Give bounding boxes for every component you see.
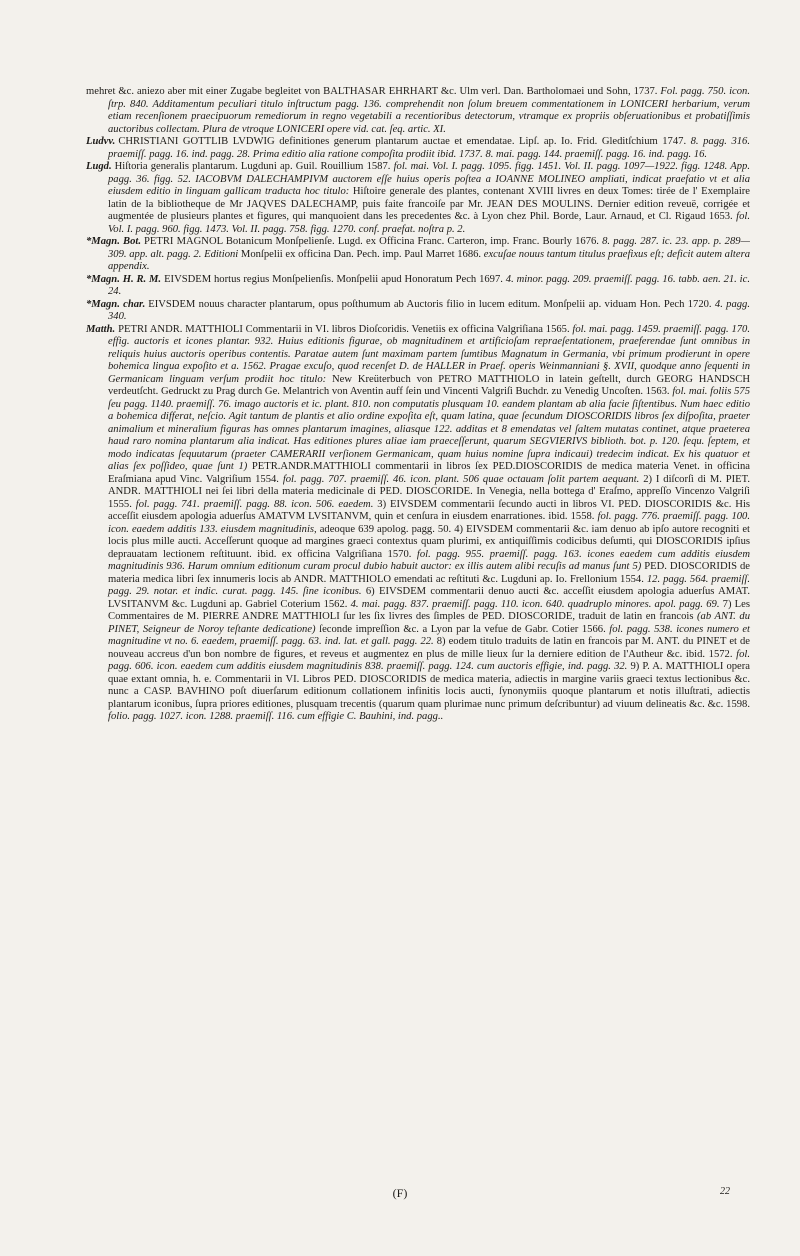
entry-text: Hiſtoria generalis plantarum. Lugduni ap. Guil. Rouillium 1587. (114, 161, 394, 172)
entry-note: fol. Vol. I. pagg. 960. figg. 1473. Vol. II. pagg. 758. figg. 1270. conf. praefat. noſtra p. 2. (108, 211, 750, 235)
entry-tag: *Magn. H. R. M. (86, 273, 162, 285)
entry-note: folio. pagg. 1027. icon. 1288. praemiſſ. 116. cum effigie C. Bauhini, ind. pagg.. (108, 711, 444, 722)
entry-body (86, 136, 750, 161)
entry-note: fol. pagg. 538. icones numero et magnitudine vt no. 6. eaedem, praemiſſ. pagg. 63. ind. lat. et gall. pagg. 22. (108, 623, 750, 647)
entry-tag: *Magn. char. (86, 298, 146, 310)
entry-text: PED. DIOSCORIDIS de materia medica libri ſex innumeris locis ab ANDR. MATTHIOLO emendati ac reſtituti &c. Lugduni ap. Io. Frellonium 1554. (108, 561, 750, 585)
entry-text: Monſpelii ex officina Dan. Pech. imp. Paul Marret 1686. (240, 248, 484, 260)
entry-body (86, 161, 751, 236)
entry-text: 9) P. A. MATTHIOLI opera quae extant omnia, h. e. Commentarii in VI. Libros PED. DIOSCORIDIS de medica materia, adiectis in margine variis graeci textus lectionibus &c. nunc a CASP. BAVHINO poſt diuerſarum editionum collationem infinitis locis aucti, ſynonymiis quoque plantarum et notis illuſtrati, adiectis plantarum iconibus, ſupra priores editiones, plusquam trecentis (quarum quam plurimae nunc primum deſcribuntur) ad viuum delineatis &c. &c. 1598. (108, 661, 750, 710)
entry-note: 4. pagg. 340. (108, 298, 751, 322)
entry-text: EIVSDEM nouus character plantarum, opus poſthumum ab Auctoris filio in lucem editum. Monſpelii ap. viduam Hon. Pech 1720. (148, 298, 715, 310)
catalogue-entry (86, 274, 750, 299)
catalogue-entry (86, 86, 750, 136)
entry-tag: Ludvv. (86, 136, 116, 147)
entry-note: excuſae nouus tantum titulus praefixus eſt; deficit autem altera appendix. (108, 248, 750, 272)
entry-text: 7) Les Commentaires de M. PIERRE ANDRE MATTHIOLI ſur les ſix livres des ſimples de PED. DIOSCORIDE, traduit de latin en francois (108, 598, 750, 622)
entry-note: 8. pagg. 287. ic. 23. app. p. 289—309. app. alt. pagg. 2. Editioni (108, 236, 750, 260)
entry-text: 2) I diſcorſi di M. PIET. ANDR. MATTHIOLI nei ſei libri della materia medicinale di PED. DIOSCORIDE. In Venegia, nella bottega d' Eraſmo, appreſſo Vincenzo Valgriſi 1555. (108, 473, 750, 510)
entry-text: PETRI MAGNOL Botanicum Monſpelienſe. Lugd. ex Officina Franc. Carteron, imp. Franc. Bourly 1676. (143, 236, 603, 247)
entry-note: fol. pagg. 955. praemiſſ. pagg. 163. icones eaedem cum additis eiusdem magnitudinis 936. Harum omnium editionum curam procul dubio habuit auctor: ex illis autem alibi recuſis ad manus ſunt 5) (108, 548, 750, 572)
entry-text: mehret &c. aniezo aber mit einer Zugabe begleitet von BALTHASAR EHRHART &c. Ulm verl. Dan. Bartholomaei und Sohn, 1737. (86, 86, 661, 97)
entry-body (86, 323, 751, 724)
catalogue-text (86, 86, 750, 724)
entry-note: 12. pagg. 564. praemiſſ. pagg. 29. notar. et indic. curat. pagg. 145. ſine iconibus. (108, 573, 750, 597)
entry-tag: Lugd. (86, 161, 112, 172)
entry-note: (ab ANT. du PINET, Seigneur de Noroy teſtante dedicatione) (108, 611, 750, 635)
catalogue-entry (86, 136, 750, 161)
entry-tag: *Magn. Bot. (86, 236, 141, 247)
entry-note: 8. pagg. 316. praemiſſ. pagg. 16. ind. pagg. 28. Prima editio alia ratione compoſita prodiit ibid. 1737. 8. mai. pagg. 144. praemiſſ. pagg. 16. ind. pagg. 16. (108, 136, 750, 160)
entry-text: 8) eodem titulo traduits de latin en francois par M. ANT. du PINET et de nouveau accreus d'un bon nombre de figures, et reveus et augmentez en plus de mille lieux ſur la derniere edition de l'Autheur &c. ibid. 1572. (108, 636, 750, 660)
catalogue-entry (86, 161, 750, 236)
entry-text: PETRI ANDR. MATTHIOLI Commentarii in VI. libros Dioſcoridis. Venetiis ex officina Valgriſiana 1565. (118, 323, 573, 335)
entry-tag: Matth. (86, 323, 116, 335)
entry-text: 6) EIVSDEM commentarii denuo aucti &c. acceſſit eiusdem apologia aduerſus AMAT. LVSITANVM &c. Lugduni ap. Gabriel Coterium 1562. (108, 586, 750, 610)
entry-note: Fol. pagg. 750. icon. ſtrp. 840. Additamentum peculiari titulo inſtructum pagg. 136. comprehendit non ſolum breuem commentationem in LONICERI herbarium, verum etiam recenſionem praecipuorum remediorum in regno vegetabili a recentioribus detectorum, vtramque ex propriis obſeruationibus et probatiſſimis auctoribus collectam. Plura de vtroque LONICERI opere vid. cat. ſeq. artic. XI. (108, 86, 750, 135)
entry-text: Hiſtoire generale des plantes, contenant XVIII livres en deux Tomes: tirée de l' Exemplaire latin de la bibliotheque de Mr JAQVES DALECHAMP, puis faite francoiſe par Mr. JEAN DES MOULINS. Dernier edition reveuë, corrigée et augmentée de plusieurs plantes et figures, qui manquoient dans les precedentes &c. à Lyon chez Phil. Borde, Laur. Arnaud, et Cl. Rigaud 1653. (108, 186, 751, 222)
entry-note: 4. minor. pagg. 209. praemiſſ. pagg. 16. tabb. aen. 21. ic. 24. (108, 273, 750, 297)
entry-body (86, 236, 750, 274)
entry-note: 4. mai. pagg. 837. praemiſſ. pagg. 110. icon. 640. quadruplo minores. apol. pagg. 69. (350, 598, 723, 610)
entry-note: fol. pagg. 776. praemiſſ. pagg. 100. icon. eaedem additis 133. eiusdem magnitudinis, (108, 511, 750, 535)
entry-note: fol. mai. Vol. I. pagg. 1095. figg. 1451. Vol. II. pagg. 1097—1922. figg. 1248. App. pagg. 36. figg. 52. IACOBVM DALECHAMPIVM auctorem eſſe huius operis poſtea a IOANNE MOLINEO ampliati, indicat praefatio vt et alia eiusdem editio in linguam gallicam traducta hoc titulo: (108, 161, 750, 197)
entry-text: EIVSDEM hortus regius Monſpelienſis. Monſpelii apud Honoratum Pech 1697. (164, 273, 506, 285)
catalogue-entry (86, 236, 750, 274)
entry-text: CHRISTIANI GOTTLIB LVDWIG definitiones generum plantarum auctae et emendatae. Lipſ. ap. Io. Frid. Gleditſchium 1747. (118, 136, 691, 147)
entry-note: fol. mai. foliis 575 ſeu pagg. 1140. praemiſſ. 76. imago auctoris et ic. plant. 810. non computatis plusquam 10. eandem plantam ab alia facie ſiſtentibus. Num haec editio a bohemica differat, neſcio. Agit tantum de plantis et alio ordine expoſita eſt, quam latina, quae ſecundum DIOSCORIDIS libros ſex diſpoſita, praeter animalium et mineralium figuras has omnes plantarum imagines, aliasque 122. additas et 8 emendatas vel ſaltem mutatas continet, atque praeterea haud raro nomina plantarum alia indicat. Has editiones plures aliae iam praeceſſerunt, quarum SEGVIERIVS biblioth. bot. p. 120. ſequ. ſeptem, et modo indicatas ſequutarum (praeter CAMERARII verſionem Germanicam, quam huius nomine ſupra indicaui) tredecim indicat. Ex his quatuor et alias ſex poſſideo, quae ſunt 1) (108, 386, 750, 472)
entry-note: fol. pagg. 606. icon. eaedem cum additis eiusdem magnitudinis 838. praemiſſ. pagg. 124. cum auctoris effigie, ind. pagg. 32. (108, 648, 750, 672)
entry-note: fol. pagg. 707. praemiſſ. 46. icon. plant. 506 quae octauam ſolit partem aequant. (282, 473, 644, 485)
entry-note: fol. pagg. 741. praemiſſ. pagg. 88. icon. 506. eaedem. (135, 498, 378, 510)
entry-text: 3) EIVSDEM commentarii ſecundo aucti in libros VI. PED. DIOSCORIDIS &c. His acceſſit eiusdem apologia aduerſus AMATVM LVSITANVM, quin et cenſura in eiusdem enarrationes. ibid. 1558. (108, 498, 751, 522)
signature-mark: (F) (392, 1186, 408, 1200)
entry-text: PETR.ANDR.MATTHIOLI commentarii in libros ſex PED.DIOSCORIDIS de medica materia Venet. in officina Eraſmiana apud Vinc. Valgriſium 1554. (108, 461, 750, 485)
catalogue-entry (86, 299, 750, 324)
entry-body (86, 273, 750, 299)
entry-note: fol. mai. pagg. 1459. praemiſſ. pagg. 170. effig. auctoris et icones plantar. 932. Huius editionis figurae, ob magnitudinem et artificioſam repraeſentationem, praeferendae ſunt omnibus in reliquis huius auctoris operibus contentis. Paratae autem ſunt maximam partem ſumtibus Magnatum in Germania, vbi primum prodierunt in opere bohemica lingua expoſito et a. 1562. Pragae excuſo, quod recenſet D. de HALLER in Praef. operis Weinmanniani §. XVII, quodque anno ſequenti in Germanicam linguam verſum prodiit hoc titulo: (108, 323, 751, 385)
entry-text: adeoque 639 apolog. pagg. 50. 4) EIVSDEM commentarii &c. iam denuo ab ipſo autore recogniti et locis plus mille aucti. Acceſſerunt quoque ad margines graeci contextus quam plurimi, ex antiquiſſimis codicibus deſumti, qui DIOSCORIDIS ipſius deprauatam lectionem reſtituunt. ibid. ex officina Valgriſiana 1570. (108, 523, 750, 560)
catalogue-entry (86, 324, 750, 724)
entry-body (86, 298, 751, 324)
page-number: 22 (720, 1186, 730, 1197)
entry-body (86, 86, 750, 136)
entry-text: ſeconde impreſſion &c. a Lyon par la vefue de Gabr. Cotier 1566. (319, 623, 610, 635)
entry-text: New Kreüterbuch von PETRO MATTHIOLO in latein geſtellt, durch GEORG HANDSCH verdeutſcht. Gedruckt zu Prag durch Ge. Melantrich von Aventin auff ſein und Vincenti Valgriſi Buchdr. zu Venedig Uncoſten. 1563. (108, 373, 750, 397)
